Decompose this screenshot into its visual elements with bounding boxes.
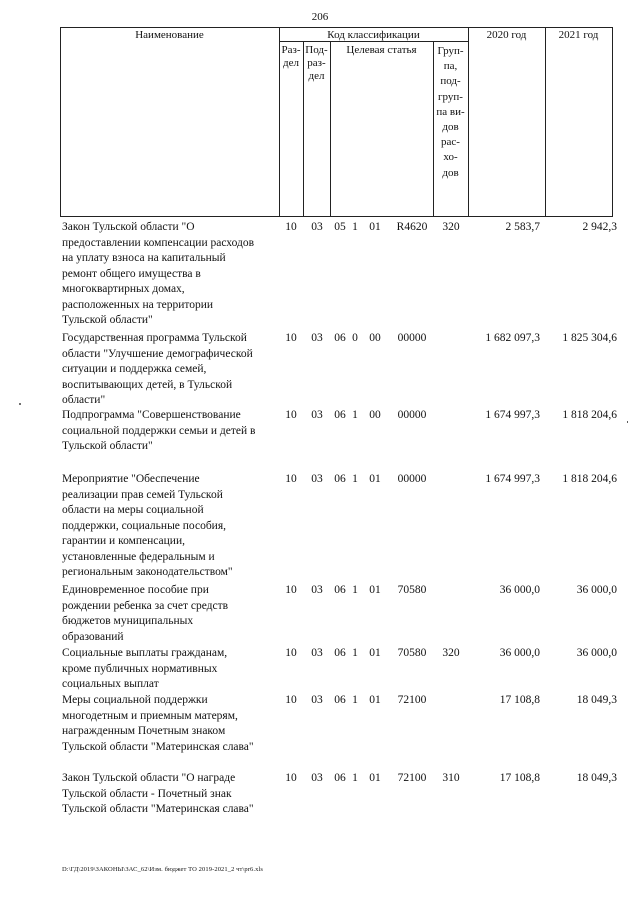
header-razdel: Раз- дел [281,44,301,69]
amount-2020-cell: 17 108,8 [499,694,540,706]
razdel-cell: 10 [285,473,297,485]
podrazdel-cell: 03 [311,694,323,706]
target-program-cell: 06 [334,694,346,706]
header-name: Наименование [135,29,204,41]
target-subprogram-cell: 1 [352,473,358,485]
target-subprogram-cell: 1 [352,647,358,659]
file-path-footer: D:\ГД\2019\ЗАКОНЫ\ЗАС_62\Изм. бюджет ТО 2019-2021_2 чт\pr6.xls [62,866,263,873]
header-2020: 2020 год [486,29,527,41]
row-name: Мероприятие "Обеспечение реализации прав семей Тульской области на меры социальной поддержки, социальные пособия, гарантии и компенсации, установленные федеральным и региональным законодательством" [62,473,233,578]
row-name: Государственная программа Тульской области "Улучшение демографической ситуации и поддержка семей, воспитывающих детей, в Тульской области" [62,332,253,406]
target-direction-cell: 72100 [397,772,427,784]
amount-2020-cell: 17 108,8 [499,772,540,784]
target-direction-cell: 00000 [397,409,427,421]
row-name: Закон Тульской области "О награде Тульской области - Почетный знак Тульской области "Материнская слава" [62,772,254,815]
target-direction-cell: 00000 [397,332,427,344]
podrazdel-cell: 03 [311,332,323,344]
header-group: Груп- па, под- груп- па ви- дов рас- хо- дов [436,45,465,179]
amount-2020-cell: 2 583,7 [505,221,540,233]
row-name: Меры социальной поддержки многодетным и приемным матерям, награжденным Почетным знаком Тульской области "Материнская слава" [62,694,254,753]
page-number: 206 [311,11,329,23]
target-direction-cell: 00000 [397,473,427,485]
podrazdel-cell: 03 [311,647,323,659]
razdel-cell: 10 [285,332,297,344]
amount-2021-cell: 1 825 304,6 [562,332,617,344]
target-main-event-cell: 01 [369,221,381,233]
target-main-event-cell: 01 [369,772,381,784]
expense-type-cell: 320 [442,221,460,233]
amount-2021-cell: 36 000,0 [576,584,617,596]
amount-2021-cell: 18 049,3 [576,772,617,784]
expense-type-cell: 310 [442,772,460,784]
scan-speck [19,403,21,405]
razdel-cell: 10 [285,694,297,706]
scan-speck [627,421,628,423]
amount-2021-cell: 1 818 204,6 [562,473,617,485]
expense-type-cell: 320 [442,647,460,659]
amount-2020-cell: 1 674 997,3 [485,473,540,485]
podrazdel-cell: 03 [311,409,323,421]
target-subprogram-cell: 1 [352,772,358,784]
podrazdel-cell: 03 [311,584,323,596]
target-main-event-cell: 01 [369,584,381,596]
razdel-cell: 10 [285,772,297,784]
amount-2021-cell: 1 818 204,6 [562,409,617,421]
razdel-cell: 10 [285,584,297,596]
amount-2021-cell: 18 049,3 [576,694,617,706]
podrazdel-cell: 03 [311,473,323,485]
row-name: Единовременное пособие при рождении ребенка за счет средств бюджетов муниципальных образований [62,584,229,643]
header-podrazdel: Под- раз- дел [305,44,328,82]
amount-2020-cell: 1 674 997,3 [485,409,540,421]
header-code: Код классификации [327,29,420,41]
razdel-cell: 10 [285,409,297,421]
target-main-event-cell: 01 [369,694,381,706]
razdel-cell: 10 [285,647,297,659]
target-program-cell: 05 [334,221,346,233]
row-name: Подпрограмма "Совершенствование социальной поддержки семьи и детей в Тульской области" [62,409,256,452]
target-program-cell: 06 [334,584,346,596]
target-subprogram-cell: 0 [352,332,358,344]
header-2021: 2021 год [558,29,599,41]
amount-2020-cell: 36 000,0 [499,647,540,659]
target-direction-cell: 72100 [397,694,427,706]
podrazdel-cell: 03 [311,772,323,784]
target-subprogram-cell: 1 [352,221,358,233]
row-name: Социальные выплаты гражданам, кроме публичных нормативных социальных выплат [62,647,228,690]
target-program-cell: 06 [334,647,346,659]
target-subprogram-cell: 1 [352,584,358,596]
podrazdel-cell: 03 [311,221,323,233]
razdel-cell: 10 [285,221,297,233]
target-main-event-cell: 00 [369,332,381,344]
target-main-event-cell: 01 [369,473,381,485]
target-subprogram-cell: 1 [352,694,358,706]
target-program-cell: 06 [334,473,346,485]
target-direction-cell: R4620 [396,221,428,233]
target-program-cell: 06 [334,409,346,421]
target-main-event-cell: 00 [369,409,381,421]
row-name: Закон Тульской области "О предоставлении компенсации расходов на уплату взноса на капитальный ремонт общего имущества в многоквартирных домах, расположенных на территории Тульской области" [62,221,255,326]
amount-2020-cell: 1 682 097,3 [485,332,540,344]
target-program-cell: 06 [334,332,346,344]
target-program-cell: 06 [334,772,346,784]
header-target: Целевая статья [346,44,417,56]
target-main-event-cell: 01 [369,647,381,659]
target-direction-cell: 70580 [397,647,427,659]
amount-2021-cell: 36 000,0 [576,647,617,659]
target-subprogram-cell: 1 [352,409,358,421]
amount-2021-cell: 2 942,3 [582,221,617,233]
amount-2020-cell: 36 000,0 [499,584,540,596]
target-direction-cell: 70580 [397,584,427,596]
